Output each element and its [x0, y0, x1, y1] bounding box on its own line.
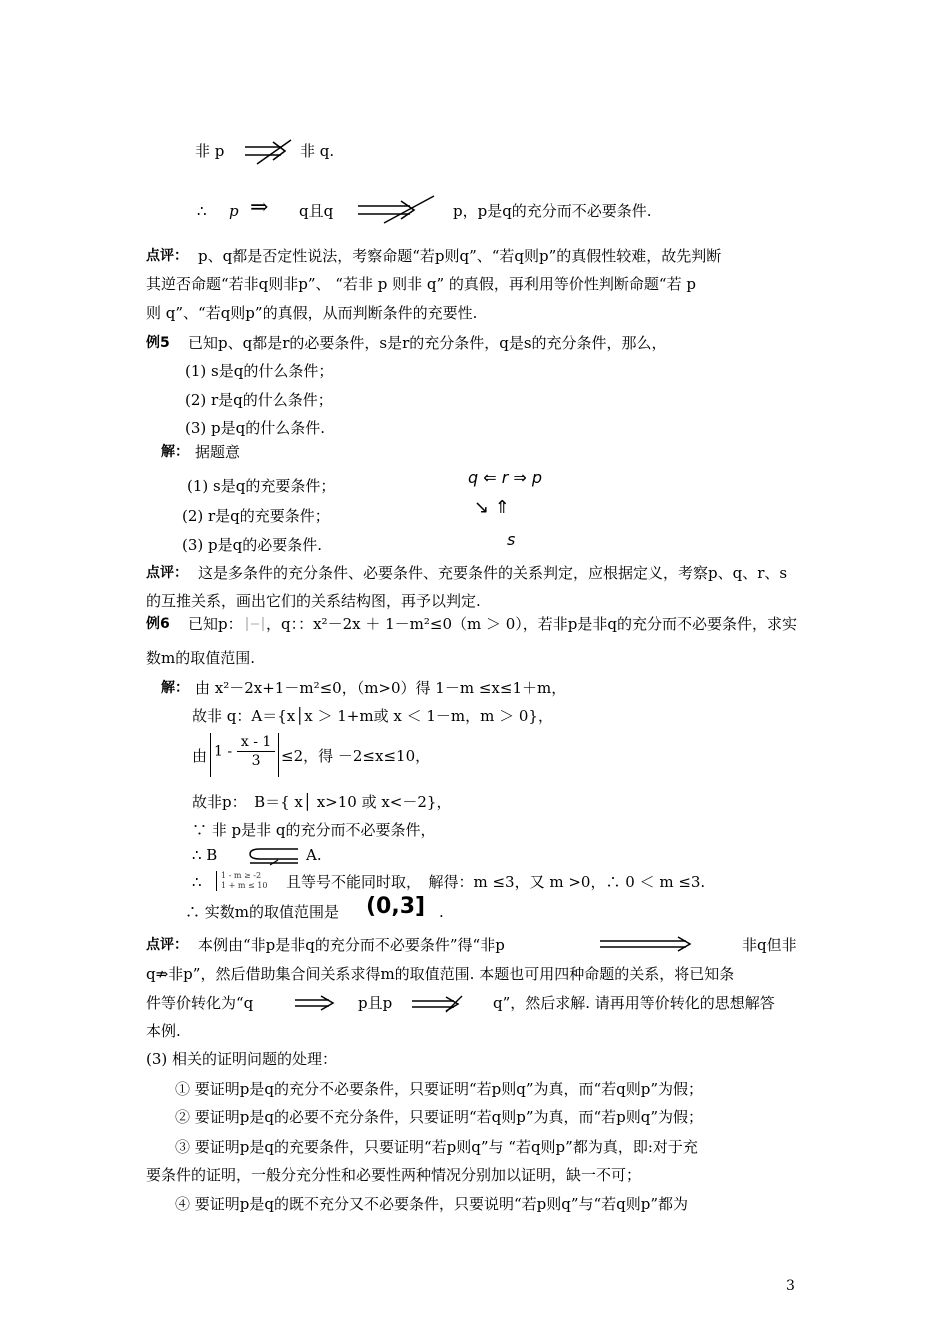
question-item: (3) p是q的什么条件.	[185, 419, 325, 437]
abs-constant: 1 -	[214, 743, 233, 760]
implies-icon	[293, 995, 337, 1011]
answer-item: (2) r是q的充要条件；	[182, 507, 330, 525]
question-item: (1) s是q的什么条件；	[185, 362, 334, 380]
text-line: 已知p、q都是r的必要条件，s是r的充分条件，q是s的充分条件，那么，	[188, 334, 667, 352]
answer-item: (1) s是q的充要条件；	[187, 477, 336, 495]
solution-label: 解：	[161, 680, 189, 696]
text-line: A.	[306, 846, 322, 864]
comment-label: 点评：	[146, 248, 188, 264]
inequality-system	[216, 871, 267, 891]
list-item-continuation: 要条件的证明，一般分充分性和必要性两种情况分别加以证明，缺一不可；	[146, 1166, 642, 1184]
text-line: p、q都是否定性说法，考察命题“若p则q”、“若q则p”的真假性较难，故先判断	[198, 247, 722, 265]
text-line: ∴ B	[192, 846, 218, 864]
fraction	[237, 733, 275, 770]
inequality-row: 1 - m ≥ -2	[221, 871, 262, 880]
list-item: ① 要证明p是q的充分不必要条件，只要证明“若p则q”为真，而“若q则p”为假；	[175, 1080, 704, 1098]
implies-long-icon	[598, 936, 694, 952]
text-line: 据题意	[195, 443, 241, 461]
text-line: 故非p： B＝{ x│ x>10 或 x<－2}，	[192, 793, 452, 811]
text-line: 的互推关系，画出它们的关系结构图，再予以判定.	[146, 592, 481, 610]
fraction-numerator: x - 1	[237, 733, 275, 752]
implies-icon: ⇒	[250, 195, 269, 220]
text-line: ，q：：x²－2x ＋ 1－m²≤0（m ＞ 0），若非p是非q的充分而不必要条件，求实	[266, 615, 798, 633]
page-number: 3	[786, 1278, 795, 1294]
example-label: 例6	[146, 616, 170, 632]
list-item: ③ 要证明p是q的充要条件，只要证明“若p则q”与 “若q则p”都为真，即:对于充	[175, 1138, 698, 1156]
not-implies-icon	[356, 196, 438, 224]
example-label: 例5	[146, 335, 170, 351]
text-line: 这是多条件的充分条件、必要条件、充要条件的关系判定，应根据定义，考察p、q、r、s	[198, 564, 788, 582]
text-line: q⇏非p”，然后借助集合间关系求得m的取值范围. 本题也可用四种命题的关系，将已知条	[146, 965, 735, 983]
text-line: q且q	[299, 202, 334, 220]
therefore-symbol: ∴	[197, 202, 207, 220]
text-line: ∴	[192, 873, 202, 891]
inequality-row: 1 + m ≤ 10	[221, 881, 268, 890]
text-line: p	[229, 202, 239, 220]
answer-item: (3) p是q的必要条件.	[182, 536, 322, 554]
comment-label: 点评：	[146, 937, 188, 953]
text-line: 则 q”、“若q则p”的真假，从而判断条件的充要性.	[146, 304, 478, 322]
not-implies-icon	[243, 138, 295, 166]
comment-label: 点评：	[146, 565, 188, 581]
question-item: (2) r是q的什么条件；	[185, 391, 333, 409]
text-line: p，p是q的充分而不必要条件.	[453, 202, 652, 220]
fraction-denominator: 3	[251, 753, 261, 769]
text-line: 由	[192, 747, 208, 765]
section-heading: (3) 相关的证明问题的处理：	[146, 1050, 338, 1068]
text-line: 且等号不能同时取， 解得：m ≤3，又 m >0，∴ 0 ＜ m ≤3.	[286, 873, 706, 891]
relation-diagram-s: s	[507, 530, 516, 549]
relation-diagram-top: q ⇐ r ⇒ p	[468, 468, 543, 487]
text-line: 由 x²－2x+1－m²≤0，（m>0）得 1－m ≤x≤1＋m，	[195, 679, 567, 697]
relation-diagram-arrows: ↘ ⇑	[474, 497, 510, 518]
not-implies-icon	[410, 994, 466, 1014]
text-line: q”，然后求解. 请再用等价转化的思想解答	[493, 994, 775, 1012]
interval-answer: (0,3]	[366, 894, 426, 919]
text-line: 已知p：	[188, 615, 243, 633]
condition-p-image	[245, 616, 265, 632]
text-line: ∴ 实数m的取值范围是	[185, 903, 339, 921]
text-line: 件等价转化为“q	[146, 994, 254, 1012]
text-line: ≤2，得 －2≤x≤10，	[281, 747, 431, 765]
text-line: .	[439, 903, 444, 921]
text-line: 故非 q：A＝{x│x ＞ 1+m或 x ＜ 1－m，m ＞ 0}，	[192, 707, 553, 725]
solution-label: 解：	[161, 444, 189, 460]
text-line: 非 p	[195, 142, 225, 160]
text-line: ∵ 非 p是非 q的充分而不必要条件，	[192, 821, 436, 839]
proper-subset-icon	[230, 843, 300, 865]
text-line: 本例.	[146, 1022, 181, 1040]
list-item: ④ 要证明p是q的既不充分又不必要条件，只要说明“若p则q”与“若q则p”都为	[175, 1195, 689, 1213]
list-item: ② 要证明p是q的必要不充分条件，只要证明“若q则p”为真，而“若p则q”为假；	[175, 1108, 704, 1126]
absolute-value-expression	[210, 733, 279, 781]
text-line: 非q但非	[742, 936, 797, 954]
text-line: 数m的取值范围.	[146, 649, 255, 667]
text-line: 本例由“非p是非q的充分而不必要条件”得“非p	[198, 936, 505, 954]
text-line: p且p	[358, 994, 393, 1012]
text-line: 其逆否命题“若非q则非p”、 “若非 p 则非 q” 的真假，再利用等价性判断命题“若 p	[146, 275, 696, 293]
text-line: 非 q.	[300, 142, 335, 160]
